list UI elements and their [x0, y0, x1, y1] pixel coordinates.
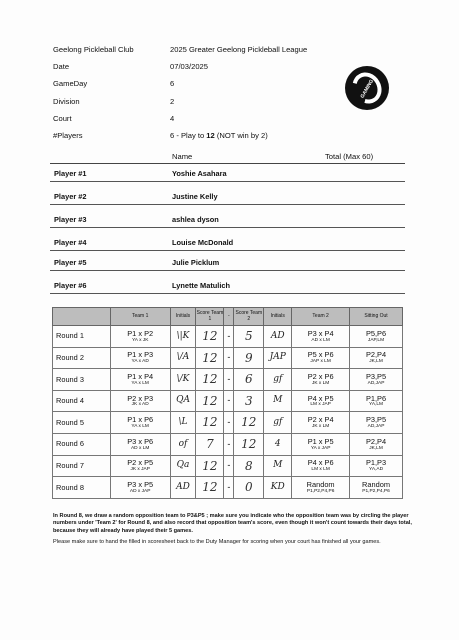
team1-signature-text: \/A [176, 352, 190, 363]
team2-score[interactable] [234, 326, 264, 348]
score-separator: - [224, 433, 234, 455]
team2-score[interactable] [234, 347, 264, 369]
team1-cell [110, 455, 170, 477]
team1-players: P1 x P3 [127, 350, 154, 360]
date-label: Date [53, 62, 70, 71]
initials1-column-header: Initials [170, 308, 196, 326]
team1-score[interactable] [196, 433, 224, 455]
players-note: 6 - Play to 12 (NOT win by 2) [170, 131, 268, 140]
team2-score-value: 6 [245, 372, 253, 387]
team2-signature[interactable] [264, 390, 292, 412]
team2-signature[interactable] [264, 455, 292, 477]
player-label: Player #6 [54, 281, 87, 290]
round-row [53, 369, 403, 391]
team1-score[interactable] [196, 477, 224, 499]
team1-signature[interactable] [170, 477, 196, 499]
team2-score[interactable] [234, 369, 264, 391]
sitting-out-players: P1,P3 [365, 458, 387, 468]
score-separator: - [224, 369, 234, 391]
division-value: 2 [170, 97, 175, 106]
team1-score-value: 12 [202, 372, 218, 387]
league-logo-icon [345, 66, 389, 110]
instructions [53, 513, 413, 551]
sitting-out-players: P5,P6 [365, 328, 387, 338]
round-row [53, 390, 403, 412]
team1-cell [110, 433, 170, 455]
round-label: Round 7 [53, 455, 111, 477]
sitting-out-cell [350, 455, 403, 477]
round-row [53, 412, 403, 434]
logo-text: GAMING [359, 78, 376, 100]
team1-cell [110, 390, 170, 412]
team1-players: P2 x P5 [127, 458, 154, 468]
score-separator: - [224, 347, 234, 369]
team2-score-value: 8 [245, 458, 253, 473]
team1-signature[interactable] [170, 369, 196, 391]
team2-score[interactable] [234, 433, 264, 455]
player-label: Player #3 [54, 215, 87, 224]
sitting-out-players: P1,P6 [365, 393, 387, 403]
court-value: 4 [170, 114, 175, 123]
team2-cell [292, 455, 350, 477]
sitting-out-initials: JK,LM [369, 359, 383, 365]
date-value: 07/03/2025 [170, 62, 209, 71]
team1-score[interactable] [196, 369, 224, 391]
team2-score[interactable] [234, 390, 264, 412]
team1-initials: YA x AD [131, 359, 149, 365]
player-label: Player #2 [54, 192, 87, 201]
team1-signature[interactable] [170, 455, 196, 477]
team2-cell [292, 390, 350, 412]
dash-column-header: - [224, 308, 234, 326]
total-column-header: Total (Max 60) [325, 152, 374, 161]
team1-initials: YA x LM [131, 380, 149, 386]
score1-column-header: Score Team 1 [196, 308, 224, 326]
team2-initials: JK x LM [311, 424, 330, 430]
court-label: Court [53, 114, 72, 123]
team1-score[interactable] [196, 347, 224, 369]
team2-cell [292, 433, 350, 455]
player-label: Player #1 [54, 169, 87, 178]
team2-score-value: 5 [245, 329, 253, 343]
score-separator: - [224, 455, 234, 477]
sitting-out-players: P3,P5 [365, 372, 387, 382]
team1-initials: AD x JAP [129, 488, 151, 494]
sitting-out-cell [350, 369, 403, 391]
sitting-out-initials: JAP,LM [367, 337, 385, 343]
round-label: Round 6 [53, 433, 111, 455]
round-column-header [53, 308, 111, 326]
team2-players: P4 x P5 [307, 393, 334, 403]
player-name: ashlea dyson [172, 215, 219, 224]
team2-signature-text: KD [270, 481, 285, 492]
team2-score-value: 12 [241, 415, 257, 430]
team1-signature[interactable] [170, 326, 196, 348]
score2-column-header: Score Team 2 [234, 308, 264, 326]
team2-initials: LM x LM [311, 467, 330, 473]
team1-signature[interactable] [170, 347, 196, 369]
team1-signature-text: Qa [176, 460, 190, 471]
team1-signature-text: AD [176, 481, 190, 492]
team2-initials: LM x JAP [310, 402, 331, 408]
player-label: Player #5 [54, 258, 87, 267]
team1-players: P2 x P3 [127, 393, 154, 403]
sitting-out-cell [350, 390, 403, 412]
team2-cell [292, 347, 350, 369]
sitting-out-initials: AD,JAP [367, 424, 385, 430]
team2-signature[interactable] [264, 412, 292, 434]
round-row [53, 433, 403, 455]
score-separator: - [224, 390, 234, 412]
team1-signature-text: \L [178, 416, 188, 427]
sitting-out-initials: JK,LM [369, 445, 383, 451]
sitting-out-column-header: Sitting Out [350, 308, 403, 326]
team2-initials: JK x LM [311, 380, 330, 386]
team1-cell [110, 347, 170, 369]
sitting-out-cell [350, 477, 403, 499]
team2-score-value: 12 [241, 436, 257, 451]
team2-signature-text: AD [270, 330, 285, 341]
team2-column-header: Team 2 [292, 308, 350, 326]
player-row [50, 164, 405, 182]
round-label: Round 1 [53, 326, 111, 348]
gameday-value: 6 [170, 79, 175, 88]
team1-players: P1 x P4 [127, 372, 154, 382]
team2-initials: AD x LM [311, 337, 330, 343]
round-label: Round 5 [53, 412, 111, 434]
team1-signature[interactable] [170, 412, 196, 434]
sitting-out-players: Random [362, 480, 390, 490]
sitting-out-initials: YA,LM [369, 402, 384, 408]
team1-score-value: 12 [202, 458, 218, 473]
score-separator: - [224, 477, 234, 499]
team2-score-value: 3 [245, 393, 253, 408]
team1-score-value: 12 [202, 415, 218, 430]
sitting-out-initials: P1,P2,P4,P6 [362, 488, 390, 494]
score-separator: - [224, 412, 234, 434]
team2-players: P4 x P6 [307, 458, 334, 468]
division-label: Division [53, 97, 80, 106]
player-name: Louise McDonald [172, 238, 234, 247]
team1-signature[interactable] [170, 390, 196, 412]
gameday-label: GameDay [53, 79, 88, 88]
team2-signature-text: 4 [274, 438, 281, 449]
initials2-column-header: Initials [264, 308, 292, 326]
team2-signature-text: gf [273, 373, 283, 384]
score-separator: - [224, 326, 234, 348]
team2-initials: YA x JAP [310, 445, 331, 451]
round-label: Round 4 [53, 390, 111, 412]
round-label: Round 8 [53, 477, 111, 499]
sitting-out-players: P2,P4 [365, 436, 387, 446]
player-row [50, 210, 405, 228]
player-name: Justine Kelly [172, 192, 218, 201]
player-label: Player #4 [54, 238, 87, 247]
team2-cell [292, 326, 350, 348]
team2-cell [292, 412, 350, 434]
player-name: Yoshie Asahara [172, 169, 227, 178]
team1-score-value: 12 [202, 480, 218, 495]
team2-players: P5 x P6 [307, 350, 334, 360]
sitting-out-cell [350, 412, 403, 434]
round-label: Round 2 [53, 347, 111, 369]
league-title: 2025 Greater Geelong Pickleball League [170, 45, 308, 54]
team1-cell [110, 369, 170, 391]
name-column-header: Name [172, 152, 193, 161]
header-block [53, 45, 393, 145]
team2-players: P2 x P4 [307, 415, 334, 425]
team1-initials: YA x JK [131, 337, 149, 343]
sitting-out-cell [350, 347, 403, 369]
round-row [53, 477, 403, 499]
team2-initials: P1,P2,P4,P6 [306, 488, 335, 494]
team2-initials: JAP x LM [310, 359, 331, 365]
player-row [50, 233, 405, 251]
team1-initials: JK x AD [131, 402, 149, 408]
team2-signature-text: M [273, 395, 283, 406]
team1-initials: YA x LM [131, 424, 149, 430]
team1-score[interactable] [196, 455, 224, 477]
team2-signature-text: gf [273, 416, 283, 427]
team2-players: P2 x P6 [307, 372, 334, 382]
team2-score[interactable] [234, 455, 264, 477]
team2-signature-text: M [273, 460, 283, 471]
team2-players: P3 x P4 [307, 328, 334, 338]
team2-players: P1 x P5 [307, 436, 334, 446]
team1-score[interactable] [196, 326, 224, 348]
team1-signature[interactable] [170, 433, 196, 455]
team1-score-value: 7 [206, 436, 214, 451]
team1-initials: AD x LM [130, 445, 150, 451]
players-label: #Players [53, 131, 83, 140]
team2-score[interactable] [234, 412, 264, 434]
team1-cell [110, 326, 170, 348]
club-name: Geelong Pickleball Club [53, 45, 134, 54]
round-row [53, 326, 403, 348]
round-label: Round 3 [53, 369, 111, 391]
team1-score[interactable] [196, 390, 224, 412]
team1-players: P1 x P6 [127, 415, 154, 425]
round-row [53, 455, 403, 477]
player-row [50, 276, 405, 294]
team1-score-value: 12 [202, 350, 218, 365]
sitting-out-initials: YA,AD [369, 467, 384, 473]
sitting-out-cell [350, 433, 403, 455]
sitting-out-initials: AD,JAP [367, 380, 385, 386]
team2-signature[interactable] [264, 326, 292, 348]
team1-score-value: 12 [202, 329, 218, 343]
team1-players: P3 x P5 [127, 480, 154, 490]
schedule-table [52, 307, 403, 499]
handback-instruction: Please make sure to hand the filled in scoresheet back to the Duty Manager for scoring when your court has finished all your games. [53, 539, 381, 546]
player-name: Julie Picklum [172, 258, 220, 267]
team1-cell [110, 477, 170, 499]
team1-initials: JK x JAP [130, 467, 150, 473]
team1-column-header: Team 1 [110, 308, 170, 326]
team2-cell [292, 477, 350, 499]
schedule-header-row [53, 308, 403, 326]
team1-players: P3 x P6 [127, 436, 154, 446]
team2-signature[interactable] [264, 347, 292, 369]
team2-signature[interactable] [264, 477, 292, 499]
team2-score-value: 9 [245, 350, 253, 365]
team1-score-value: 12 [202, 393, 218, 408]
team1-signature-text: \|K [176, 330, 190, 341]
team1-cell [110, 412, 170, 434]
sitting-out-cell [350, 326, 403, 348]
team2-score[interactable] [234, 477, 264, 499]
round8-instruction: In Round 8, we draw a random opposition team to P3&P5 ; make sure you indicate who the opposition team was by circling the player numbers under 'Team 2' for Round 8, and also record that opposition team's score, even though it won't count towards their days total, because they will already have played their 5 games. [53, 513, 412, 534]
team1-signature-text: \/K [176, 373, 190, 384]
player-name: Lynette Matulich [172, 281, 231, 290]
team2-signature[interactable] [264, 433, 292, 455]
team1-score[interactable] [196, 412, 224, 434]
team2-signature-text: JAP [269, 352, 286, 363]
team1-players: P1 x P2 [127, 328, 154, 338]
team1-signature-text: QA [176, 395, 190, 406]
player-row [50, 253, 405, 271]
sitting-out-players: P2,P4 [365, 350, 387, 360]
team2-players: Random [306, 480, 335, 490]
round-row [53, 347, 403, 369]
player-row [50, 187, 405, 205]
sitting-out-players: P3,P5 [365, 415, 387, 425]
team2-signature[interactable] [264, 369, 292, 391]
team2-score-value: 0 [245, 480, 253, 495]
team1-signature-text: of [178, 438, 188, 449]
team2-cell [292, 369, 350, 391]
